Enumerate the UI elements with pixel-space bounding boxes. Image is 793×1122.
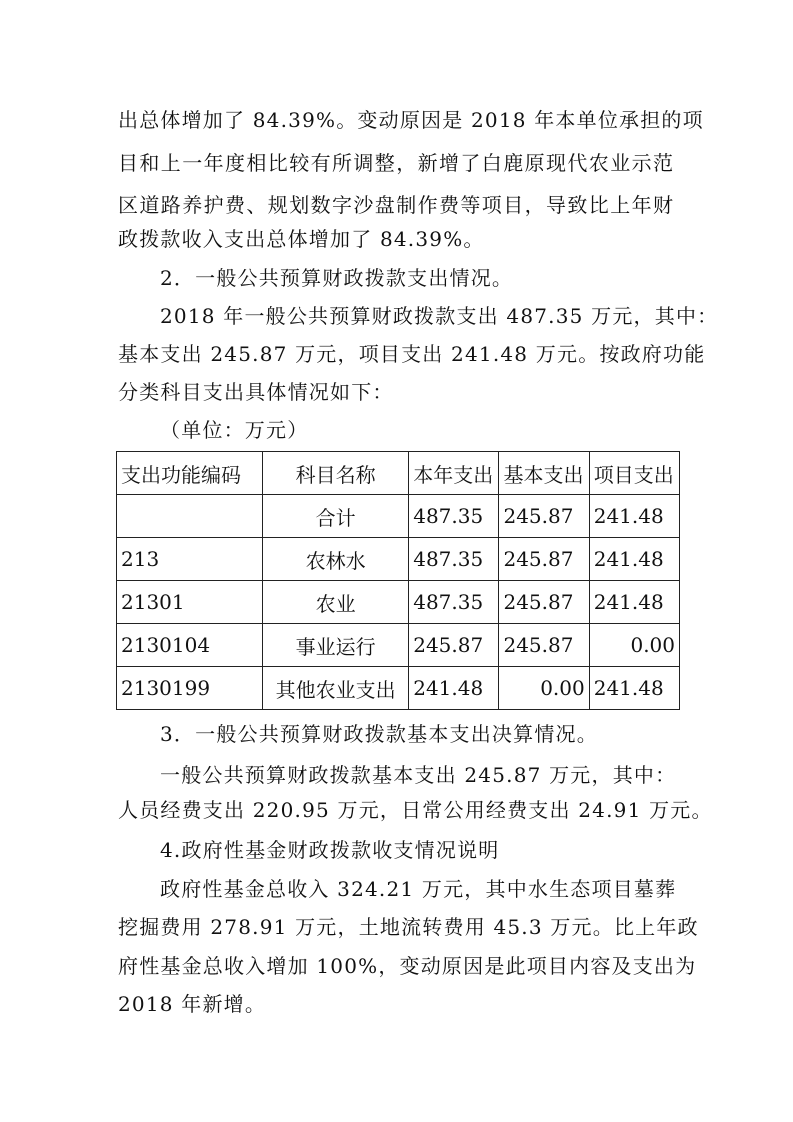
- table-header-cell: 支出功能编码: [117, 452, 263, 495]
- table-cell-name: 农业: [263, 581, 409, 624]
- table-cell-value: 241.48: [589, 667, 679, 710]
- table-cell-value: 241.48: [589, 581, 679, 624]
- table-cell-value: 487.35: [409, 538, 499, 581]
- section-heading-3: 3．一般公共预算财政拨款基本支出决算情况。: [160, 722, 598, 746]
- paragraph-1-line-2: 目和上一年度相比较有所调整，新增了白鹿原现代农业示范: [118, 151, 675, 175]
- unit-label: （单位：万元）: [160, 418, 309, 442]
- expenditure-table: [116, 451, 680, 710]
- table-cell-value: 245.87: [409, 624, 499, 667]
- table-header-cell: 本年支出: [409, 452, 499, 495]
- table-cell-value: 487.35: [409, 581, 499, 624]
- table-row: [117, 538, 680, 581]
- paragraph-2-line-2: 基本支出 245.87 万元，项目支出 241.48 万元。按政府功能: [118, 342, 706, 366]
- section-heading-4: 4.政府性基金财政拨款收支情况说明: [160, 838, 500, 862]
- paragraph-1-line-4: 政拨款收入支出总体增加了 84.39%。: [118, 227, 485, 251]
- table-cell-value: 245.87: [499, 495, 589, 538]
- table-cell-value: 245.87: [499, 581, 589, 624]
- paragraph-4-line-4: 2018 年新增。: [118, 992, 267, 1016]
- table-cell-value: 245.87: [499, 624, 589, 667]
- paragraph-2-line-1: 2018 年一般公共预算财政拨款支出 487.35 万元，其中：: [160, 304, 719, 328]
- paragraph-3-line-2: 人员经费支出 220.95 万元，日常公用经费支出 24.91 万元。: [118, 798, 713, 822]
- table-cell-value: 0.00: [589, 624, 679, 667]
- paragraph-4-line-3: 府性基金总收入增加 100%，变动原因是此项目内容及支出为: [118, 954, 697, 978]
- table-cell-code: 213: [117, 538, 263, 581]
- table-cell-code: 2130199: [117, 667, 263, 710]
- table-row: [117, 624, 680, 667]
- table-row: [117, 495, 680, 538]
- table-cell-value: 241.48: [589, 538, 679, 581]
- table-cell-value: 241.48: [409, 667, 499, 710]
- table-cell-name: 合计: [263, 495, 409, 538]
- table-header-cell: 基本支出: [499, 452, 589, 495]
- table-header-row: [117, 452, 680, 495]
- table-cell-code: 2130104: [117, 624, 263, 667]
- paragraph-1-line-3: 区道路养护费、规划数字沙盘制作费等项目，导致比上年财: [118, 193, 675, 217]
- table-cell-code: [117, 495, 263, 538]
- table-cell-value: 245.87: [499, 538, 589, 581]
- table-header-cell: 科目名称: [263, 452, 409, 495]
- paragraph-2-line-3: 分类科目支出具体情况如下：: [118, 380, 394, 404]
- paragraph-1-line-1: 出总体增加了 84.39%。变动原因是 2018 年本单位承担的项: [118, 108, 704, 132]
- table-cell-name: 其他农业支出: [263, 667, 409, 710]
- paragraph-4-line-2: 挖掘费用 278.91 万元，土地流转费用 45.3 万元。比上年政: [118, 915, 699, 939]
- table-cell-code: 21301: [117, 581, 263, 624]
- table-cell-value: 0.00: [499, 667, 589, 710]
- section-heading-2: 2．一般公共预算财政拨款支出情况。: [160, 266, 514, 290]
- table-cell-value: 241.48: [589, 495, 679, 538]
- table-cell-value: 487.35: [409, 495, 499, 538]
- table-cell-name: 农林水: [263, 538, 409, 581]
- paragraph-4-line-1: 政府性基金总收入 324.21 万元，其中水生态项目墓葬: [160, 877, 677, 901]
- table-row: [117, 667, 680, 710]
- table-row: [117, 581, 680, 624]
- paragraph-3-line-1: 一般公共预算财政拨款基本支出 245.87 万元，其中：: [160, 763, 677, 787]
- table-cell-name: 事业运行: [263, 624, 409, 667]
- table-header-cell: 项目支出: [589, 452, 679, 495]
